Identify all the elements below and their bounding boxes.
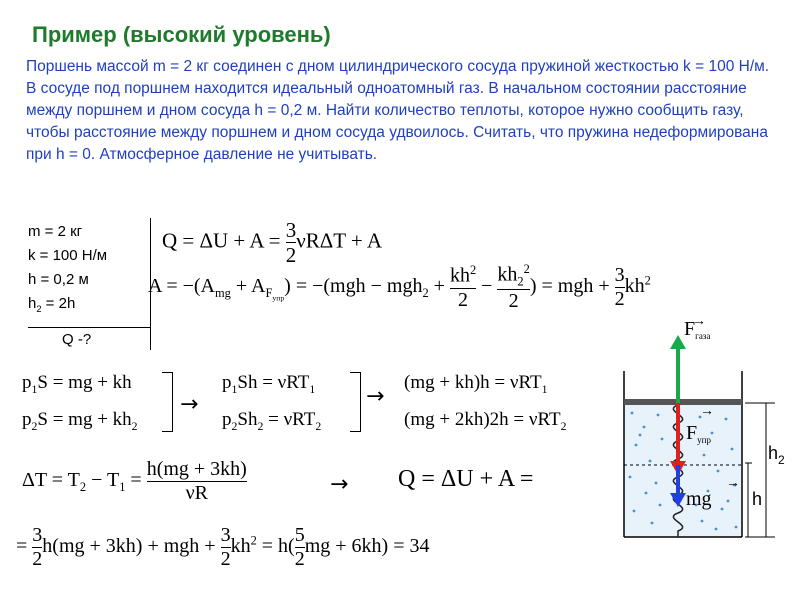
formula-heat-short: Q = ΔU + A = (398, 466, 534, 492)
arrow-right-icon: → (366, 384, 385, 409)
formula-work: $A = -(A_{mg} + A_{F_{упр}}) = -(mgh - mgh_2$ + $\frac{kh^2}{2}$ − $\frac{kh_2^2}{2}$ ) = mgh + $\frac{3}{2}$ $kh^2$ (148, 262, 651, 312)
given-mass: m = 2 кг (28, 223, 83, 240)
problem-statement: Поршень массой m = 2 кг соединен с дном цилиндрического сосуда пружиной жесткостью k = 100 Н/м. В сосуде под поршнем находится идеальный одноатомный газ. В начальном состоянии расстояние между поршнем и дном сосуда h = 0,2 м. Найти количество теплоты, которое нужно сообщить газу, чтобы расстояние между поршнем и дном сосуда удвоилось. Считать, что пружина недеформирована при h = 0. Атмосферное давление не учитывать. (26, 58, 770, 163)
formula-state: $p_1Sh = \nu RT_1$ $p_2Sh_2 = \nu RT_2$ (222, 372, 322, 433)
gas-force-label: $F_{газа}$ (684, 318, 711, 341)
bracket-1 (162, 372, 173, 432)
gravity-label: mg (686, 488, 712, 510)
formula-combined: (mg + kh)h = νRT$_1$ (mg + 2kh)2h = νRT$_2$ (404, 372, 567, 433)
given-stiffness: k = 100 Н/м (28, 247, 108, 264)
spring-force-vector-mark: → (700, 404, 714, 419)
gas-force-vector-mark: → (692, 315, 706, 329)
piston (624, 399, 742, 405)
spring-force-label: $F_{упр}$ (686, 422, 711, 445)
label-h: h (752, 489, 763, 509)
arrow-right-icon: → (180, 392, 199, 417)
given-h2: $h_2 = 2h$ (28, 295, 76, 314)
find-unknown: Q -? (62, 331, 92, 348)
label-h2: $h_2$ (768, 443, 785, 467)
gravity-vector-mark: → (726, 476, 740, 491)
formula-delta-t: $\Delta T = T_2 - T_1$ = $\frac{h(mg + 3kh)}{\nu R}$ (22, 458, 247, 504)
gas-region (624, 403, 742, 537)
given-divider-horizontal (28, 327, 150, 328)
formula-result: = $\frac{3}{2}$ h(mg + 3kh) + mgh + $\frac{3}{2}$ $kh^2 = h$( $\frac{5}{2}$ mg + 6kh) = 34 (16, 524, 430, 570)
vessel-figure (600, 315, 800, 555)
arrow-right-icon: → (330, 472, 349, 497)
given-block (28, 220, 107, 321)
bracket-2 (350, 372, 361, 432)
given-height: h = 0,2 м (28, 271, 89, 288)
page-title: Пример (высокий уровень) (32, 22, 331, 47)
formula-equilibrium: $p_1S$ = mg + kh $p_2S$ = mg + $kh_2$ (22, 372, 138, 433)
formula-heat: Q = ΔU + A = $\frac{3}{2}$ νRΔT + A (162, 218, 383, 268)
